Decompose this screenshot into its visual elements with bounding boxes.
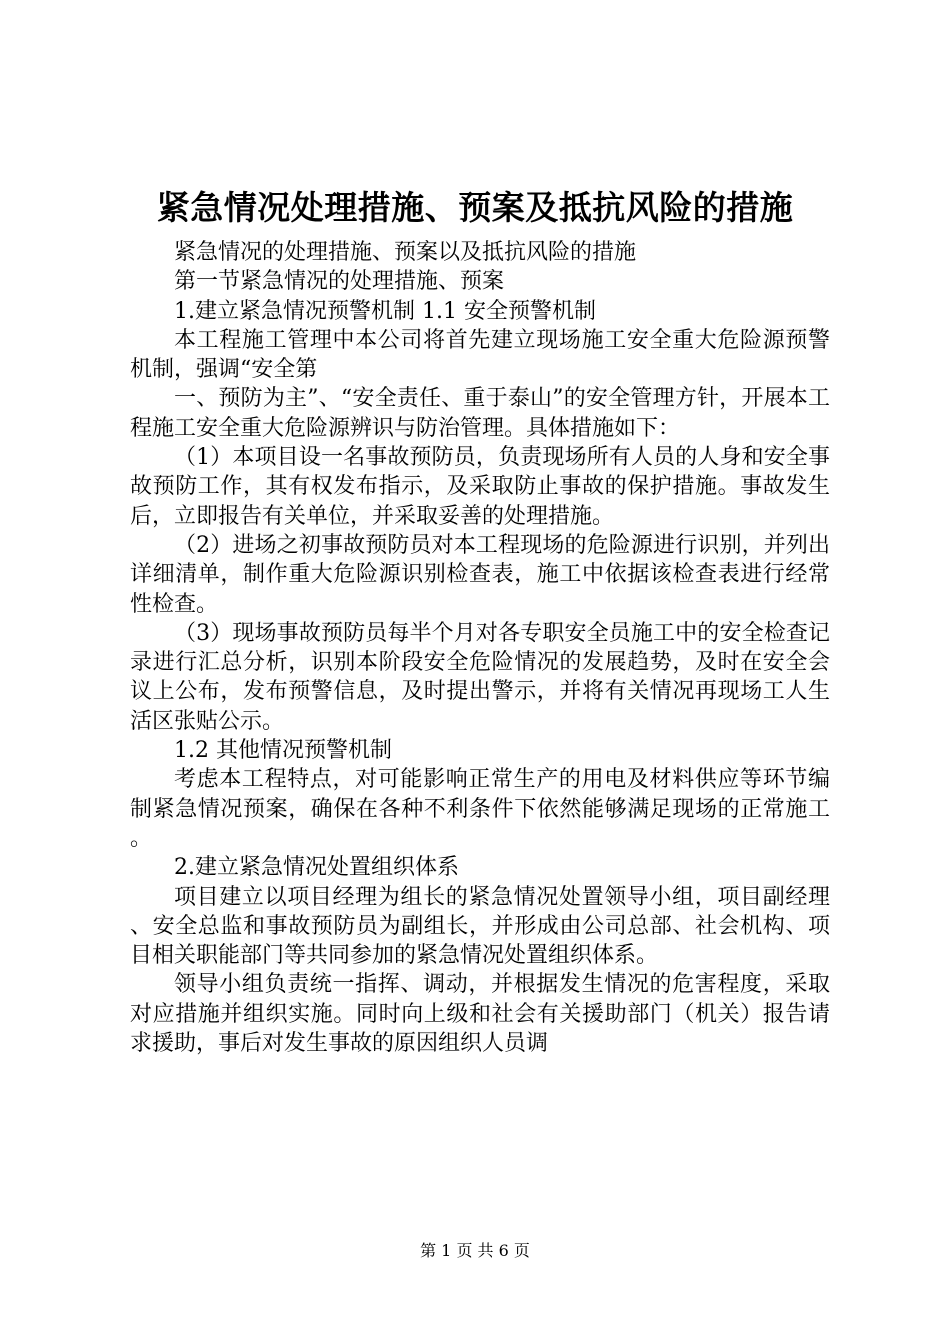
paragraph-list-item: （3）现场事故预防员每半个月对各专职安全员施工中的安全检查记录进行汇总分析，识别本阶段安全危险情况的发展趋势，及时在安全会议上公布，发布预警信息，及时提出警示，并将有关情况再现场工人生活区张贴公示。 [130,620,830,734]
paragraph-body: 项目建立以项目经理为组长的紧急情况处置领导小组，项目副经理、安全总监和事故预防员为副组长，并形成由公司总部、社会机构、项目相关职能部门等共同参加的紧急情况处置组织体系。 [130,884,830,969]
paragraph-body: 一、预防为主”、“安全责任、重于泰山”的安全管理方针，开展本工程施工安全重大危险源辨识与防治管理。具体措施如下： [130,386,830,441]
paragraph-body: 本工程施工管理中本公司将首先建立现场施工安全重大危险源预警机制，强调“安全第 [130,327,830,383]
paragraph-body: 考虑本工程特点，对可能影响正常生产的用电及材料供应等环节编制紧急情况预案，确保在各种不利条件下依然能够满足现场的正常施工。 [130,767,830,851]
paragraph-heading-2: 2.建立紧急情况处置组织体系 [174,855,459,881]
paragraph-body: 领导小组负责统一指挥、调动，并根据发生情况的危害程度，采取对应措施并组织实施。同时向上级和社会有关援助部门（机关）报告请求援助，事后对发生事故的原因组织人员调 [130,972,830,1057]
paragraph-subtitle: 紧急情况的处理措施、预案以及抵抗风险的措施 [174,240,637,265]
paragraph-list-item: （1）本项目设一名事故预防员，负责现场所有人员的人身和安全事故预防工作，其有权发布指示，及采取防止事故的保护措施。事故发生后，立即报告有关单位，并采取妥善的处理措施。 [130,445,830,529]
paragraph-section-heading: 第一节紧急情况的处理措施、预案 [174,269,505,295]
paragraph-heading-1: 1.建立紧急情况预警机制 1.1 安全预警机制 [174,298,596,324]
paragraph-heading-1-2: 1.2 其他情况预警机制 [174,738,392,764]
document-body [130,238,830,1058]
document-title: 紧急情况处理措施、预案及抵抗风险的措施 [156,188,794,227]
paragraph-list-item: （2）进场之初事故预防员对本工程现场的危险源进行识别，并列出详细清单，制作重大危险源识别检查表，施工中依据该检查表进行经常性检查。 [130,532,830,617]
page-number-footer: 第 1 页 共 6 页 [420,1241,530,1260]
